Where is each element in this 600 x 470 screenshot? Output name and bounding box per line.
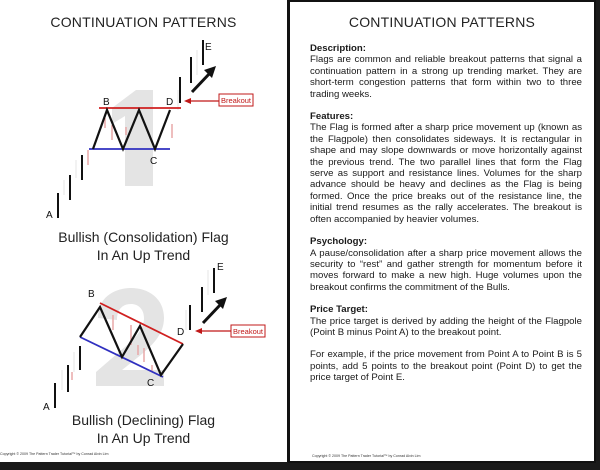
copyright: Copyright © 2009 The Pattern Trader Tutorial™ by Conrad Alvin Lim [0,452,109,456]
section-paragraph: The price target is derived by adding the height of the Flagpole (Point B minus Point A) to the breakout point. [310,315,582,338]
breakout-arrow-head-icon [195,328,202,334]
point-c-label: C [147,378,155,389]
consolidation-flag-diagram [46,40,253,221]
section-heading: Price Target: [310,304,368,316]
section-price-target [310,304,582,383]
caption-line: Bullish (Consolidation) Flag [58,229,229,245]
point-c-label: C [150,156,158,167]
diagram2-caption [0,411,287,447]
caption-line: In An Up Trend [96,430,191,446]
diagram1-caption [0,228,287,264]
watermark-2-icon [96,288,164,386]
point-d-label: D [177,327,185,338]
declining-flag-diagram [43,262,265,413]
breakout-label: Breakout [220,96,252,105]
point-a-label: A [46,210,53,221]
point-e-label: E [205,42,212,53]
section-paragraph: The Flag is formed after a sharp price movement up (known as the Flagpole) then consolidates sideways. It is rectangular in shape and may slope downwards or move horizontally against the previous trend. The two parallel lines that form the Flag serve as support and resistance lines. Volumes for the sharp advance should be heavy and declines as the Flag is being formed. Once the price breaks out of the resistance line, the initial trend resumes as the rally accelerates. The breakout is often accompanied by heavier volumes. [310,122,582,225]
point-b-label: B [103,97,110,108]
up-arrow-icon [192,73,210,92]
flag-zigzag [80,307,183,375]
point-a-label: A [43,402,50,413]
caption-line: Bullish (Declining) Flag [71,412,216,428]
right-page [288,0,596,463]
section-heading: Description: [310,43,366,54]
copyright: Copyright © 2009 The Pattern Trader Tutorial™ by Conrad Alvin Lim [312,454,421,458]
section-heading: Psychology: [310,236,368,248]
left-page [0,0,289,462]
caption-line: In An Up Trend [96,247,191,263]
breakout-label: Breakout [232,327,264,336]
up-arrow-icon [203,304,221,323]
point-b-label: B [88,289,95,300]
page-title: CONTINUATION PATTERNS [50,14,237,30]
section-description [310,43,582,100]
section-paragraph: A pause/consolidation after a sharp price movement allows the security to “rest” and gather strength for momentum before it moves forward to make a new high. Huge volumes upon the breakout confirms the commitment of the Bulls. [310,247,582,293]
breakout-arrow-head-icon [184,98,191,104]
page-title: CONTINUATION PATTERNS [348,14,536,30]
page-body [310,43,582,395]
point-d-label: D [166,97,174,108]
section-psychology [310,236,582,293]
section-paragraph: Flags are common and reliable breakout patterns that signal a continuation pattern in a strong up trending market. They are short-term congestion patterns that form within two to three trading weeks. [310,54,582,100]
section-heading: Features: [310,111,354,123]
section-features [310,111,582,225]
section-paragraph: For example, if the price movement from Point A to Point B is 5 points, add 5 points to the breakout point (Point D) to get the price target of Point E. [310,349,582,384]
point-e-label: E [217,262,224,273]
